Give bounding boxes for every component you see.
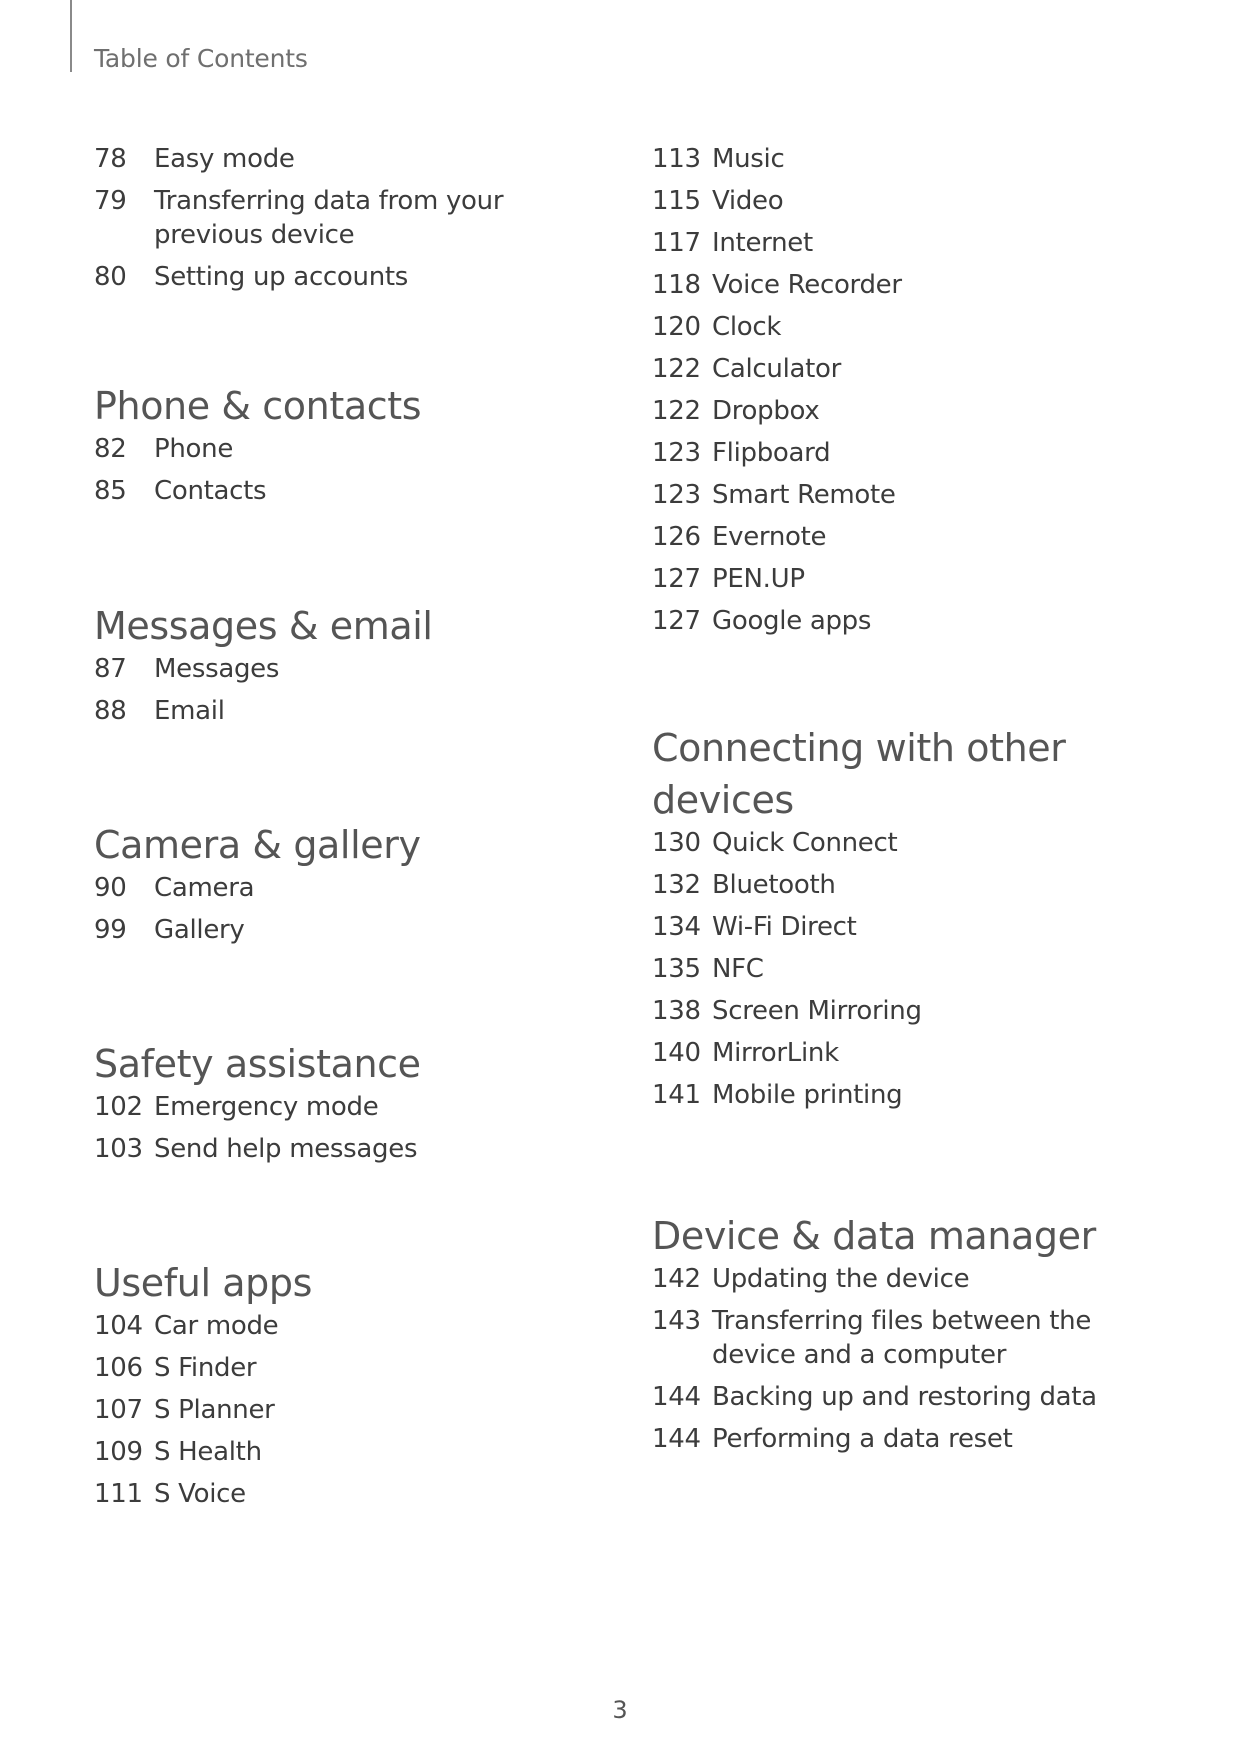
- toc-entry-page: 88: [94, 696, 127, 726]
- section-title[interactable]: Phone & contacts: [94, 384, 422, 428]
- toc-entry-page: 115: [652, 186, 701, 216]
- toc-entry[interactable]: [652, 868, 1152, 902]
- toc-entry[interactable]: [94, 142, 614, 176]
- section-title[interactable]: Messages & email: [94, 604, 433, 648]
- toc-entry-label: Phone: [154, 434, 234, 464]
- toc-entry[interactable]: [94, 1090, 614, 1124]
- toc-entry-label: Smart Remote: [712, 480, 896, 510]
- toc-entry-label: Clock: [712, 312, 782, 342]
- toc-entry-page: 120: [652, 312, 701, 342]
- toc-entry[interactable]: [652, 310, 1152, 344]
- toc-entry-label: Setting up accounts: [154, 262, 409, 292]
- toc-entry[interactable]: [652, 994, 1152, 1028]
- toc-section-messages-email: [94, 600, 614, 736]
- toc-entry-label: Wi-Fi Direct: [712, 912, 857, 942]
- toc-entry[interactable]: [94, 1477, 614, 1511]
- toc-section-safety-assistance: [94, 1038, 614, 1174]
- toc-entry-page: 103: [94, 1134, 143, 1164]
- toc-entry[interactable]: [652, 436, 1152, 470]
- toc-entry-label: Updating the device: [712, 1264, 970, 1294]
- toc-entry[interactable]: [94, 432, 614, 466]
- toc-section-intro: [94, 142, 614, 302]
- toc-entry-label: S Health: [154, 1437, 262, 1467]
- toc-entry[interactable]: [652, 1078, 1152, 1112]
- toc-section-apps-continued: [652, 142, 1152, 646]
- toc-entry[interactable]: [652, 1304, 1152, 1372]
- toc-entry[interactable]: [94, 184, 614, 252]
- toc-entry[interactable]: [94, 1309, 614, 1343]
- toc-entry-label: Easy mode: [154, 144, 295, 174]
- toc-entry-label: Screen Mirroring: [712, 996, 922, 1026]
- toc-entry[interactable]: [94, 652, 614, 686]
- toc-entry-label: Internet: [712, 228, 813, 258]
- header-rule: [70, 0, 72, 72]
- toc-section-phone-contacts: [94, 380, 614, 516]
- toc-entry-page: 107: [94, 1395, 143, 1425]
- toc-entry-page: 79: [94, 186, 127, 216]
- toc-entry[interactable]: [94, 913, 614, 947]
- toc-entry[interactable]: [652, 1380, 1152, 1414]
- toc-entry[interactable]: [94, 260, 614, 294]
- section-title[interactable]: Device & data manager: [652, 1214, 1096, 1258]
- toc-entry-page: 117: [652, 228, 701, 258]
- toc-entry-page: 85: [94, 476, 127, 506]
- toc-entry-page: 123: [652, 438, 701, 468]
- toc-entry-page: 80: [94, 262, 127, 292]
- toc-section-useful-apps: [94, 1257, 614, 1519]
- toc-entry-label: Contacts: [154, 476, 267, 506]
- toc-section-connecting-devices: [652, 722, 1152, 1120]
- toc-entry-page: 140: [652, 1038, 701, 1068]
- toc-entry[interactable]: [652, 142, 1152, 176]
- toc-entry-label: Emergency mode: [154, 1092, 379, 1122]
- toc-entry-page: 122: [652, 354, 701, 384]
- toc-entry[interactable]: [94, 694, 614, 728]
- toc-entry-page: 82: [94, 434, 127, 464]
- toc-entry-page: 144: [652, 1424, 701, 1454]
- section-title[interactable]: Useful apps: [94, 1261, 313, 1305]
- toc-entry-label: Transferring data from your previous device: [154, 186, 504, 250]
- toc-entry-page: 118: [652, 270, 701, 300]
- toc-entry-page: 141: [652, 1080, 701, 1110]
- toc-entry-label: Dropbox: [712, 396, 820, 426]
- toc-entry[interactable]: [652, 394, 1152, 428]
- toc-entry[interactable]: [652, 910, 1152, 944]
- toc-entry-label: Calculator: [712, 354, 842, 384]
- toc-entry-label: NFC: [712, 954, 764, 984]
- toc-entry-page: 78: [94, 144, 127, 174]
- toc-entry[interactable]: [652, 184, 1152, 218]
- toc-entry-label: Google apps: [712, 606, 872, 636]
- toc-entry-label: Messages: [154, 654, 280, 684]
- toc-entry-page: 130: [652, 828, 701, 858]
- toc-entry-page: 122: [652, 396, 701, 426]
- toc-entry[interactable]: [652, 1262, 1152, 1296]
- toc-entry[interactable]: [94, 474, 614, 508]
- toc-entry-label: S Finder: [154, 1353, 257, 1383]
- toc-entry-label: Music: [712, 144, 785, 174]
- toc-entry-label: Email: [154, 696, 225, 726]
- toc-entry-page: 144: [652, 1382, 701, 1412]
- toc-entry-page: 127: [652, 606, 701, 636]
- toc-entry-label: Quick Connect: [712, 828, 898, 858]
- toc-section-device-data-manager: [652, 1210, 1152, 1464]
- toc-entry-page: 132: [652, 870, 701, 900]
- toc-entry[interactable]: [94, 1132, 614, 1166]
- toc-entry-page: 102: [94, 1092, 143, 1122]
- toc-entry-page: 126: [652, 522, 701, 552]
- toc-entry[interactable]: [652, 604, 1152, 638]
- toc-entry-label: Video: [712, 186, 784, 216]
- toc-entry[interactable]: [652, 826, 1152, 860]
- toc-entry-page: 87: [94, 654, 127, 684]
- toc-entry[interactable]: [652, 520, 1152, 554]
- section-title[interactable]: Connecting with other devices: [652, 726, 1066, 822]
- toc-entry-page: 109: [94, 1437, 143, 1467]
- toc-entry[interactable]: [652, 352, 1152, 386]
- toc-entry-page: 111: [94, 1479, 143, 1509]
- toc-entry[interactable]: [94, 1351, 614, 1385]
- toc-entry[interactable]: [94, 1393, 614, 1427]
- toc-entry-label: Backing up and restoring data: [712, 1382, 1097, 1412]
- toc-entry-label: MirrorLink: [712, 1038, 839, 1068]
- toc-entry-label: Car mode: [154, 1311, 279, 1341]
- toc-entry[interactable]: [652, 562, 1152, 596]
- toc-entry-page: 106: [94, 1353, 143, 1383]
- toc-entry-label: S Voice: [154, 1479, 246, 1509]
- toc-entry-label: Performing a data reset: [712, 1424, 1013, 1454]
- toc-entry[interactable]: [652, 268, 1152, 302]
- toc-entry-page: 104: [94, 1311, 143, 1341]
- toc-entry-label: S Planner: [154, 1395, 275, 1425]
- toc-entry-label: Camera: [154, 873, 255, 903]
- toc-entry-page: 90: [94, 873, 127, 903]
- toc-section-camera-gallery: [94, 819, 614, 955]
- toc-entry-label: Send help messages: [154, 1134, 418, 1164]
- toc-entry-label: Bluetooth: [712, 870, 836, 900]
- toc-entry-label: Transferring files between the device and a computer: [712, 1306, 1092, 1370]
- section-title[interactable]: Safety assistance: [94, 1042, 421, 1086]
- toc-entry[interactable]: [652, 1422, 1152, 1456]
- toc-entry-label: Evernote: [712, 522, 827, 552]
- toc-entry-page: 142: [652, 1264, 701, 1294]
- toc-entry[interactable]: [652, 478, 1152, 512]
- toc-entry-page: 135: [652, 954, 701, 984]
- toc-entry-label: Flipboard: [712, 438, 831, 468]
- toc-entry[interactable]: [652, 226, 1152, 260]
- toc-entry-page: 127: [652, 564, 701, 594]
- page-number: 3: [612, 1696, 628, 1724]
- toc-entry[interactable]: [94, 1435, 614, 1469]
- toc-entry-label: Voice Recorder: [712, 270, 902, 300]
- toc-entry[interactable]: [652, 952, 1152, 986]
- toc-entry-page: 99: [94, 915, 127, 945]
- toc-entry-label: Mobile printing: [712, 1080, 903, 1110]
- section-title[interactable]: Camera & gallery: [94, 823, 421, 867]
- toc-entry-page: 143: [652, 1306, 701, 1336]
- toc-entry[interactable]: [94, 871, 614, 905]
- toc-entry-page: 123: [652, 480, 701, 510]
- running-header: Table of Contents: [94, 44, 308, 73]
- toc-entry-label: PEN.UP: [712, 564, 805, 594]
- toc-entry-page: 113: [652, 144, 701, 174]
- toc-entry[interactable]: [652, 1036, 1152, 1070]
- toc-entry-label: Gallery: [154, 915, 245, 945]
- toc-entry-page: 134: [652, 912, 701, 942]
- toc-entry-page: 138: [652, 996, 701, 1026]
